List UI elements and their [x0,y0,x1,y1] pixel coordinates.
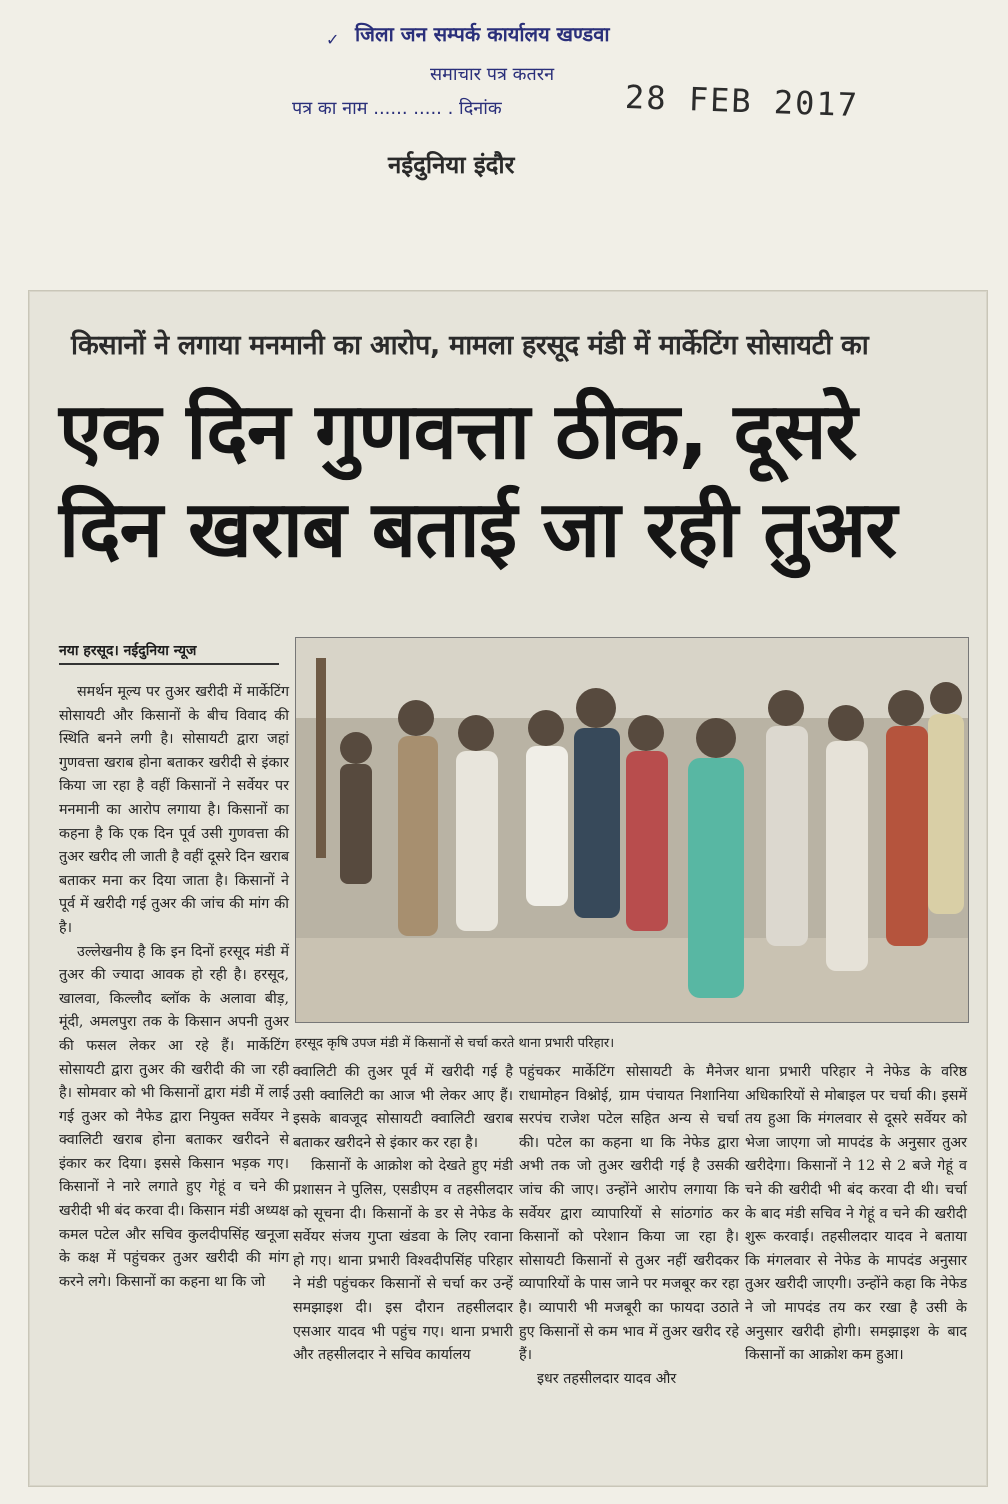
photo-caption: हरसूद कृषि उपज मंडी में किसानों से चर्चा करते थाना प्रभारी परिहार। [295,1036,615,1051]
article-kicker: किसानों ने लगाया मनमानी का आरोप, मामला हरसूद मंडी में मार्केटिंग सोसायटी का [71,330,869,361]
crowd-photo-illustration [296,638,968,1022]
paragraph: समर्थन मूल्य पर तुअर खरीदी में मार्केटिंग सोसायटी और किसानों के बीच विवाद की स्थिति बनने लगी है। सोसायटी द्वारा जहां गुणवत्ता खराब होना बताकर खरीदी से इंकार किया जा रहा है वहीं किसानों ने सर्वेयर पर मनमानी का आरोप लगाया है। किसानों का कहना है कि एक दिन पूर्व उसी गुणवत्ता की तुअर खरीद ली जाती है वहीं दूसरे दिन खराब बताकर मना कर दिया जाता है। किसानों ने पूर्व में खरीदी गई तुअर की जांच की मांग की है। [59,684,289,936]
paragraph: इधर तहसीलदार यादव और [537,1370,677,1387]
article-column-3 [519,1061,739,1391]
dateline: नया हरसूद। नईदुनिया न्यूज [59,641,279,665]
paragraph: क्वालिटी की तुअर पूर्व में खरीदी गई है उसी क्वालिटी का आज भी लेकर आए हैं। इसके बावजूद सोसायटी क्वालिटी खराब बताकर खरीदने से इंकार कर रहा है। [293,1064,513,1151]
headline-line-1: एक दिन गुणवत्ता ठीक, दूसरे [59,387,857,477]
news-photo [295,637,969,1023]
headline-line-2: दिन खराब बताई जा रही तुअर [59,485,897,575]
paragraph: उल्लेखनीय है कि इन दिनों हरसूद मंडी में तुअर की ज्यादा आवक हो रही है। हरसूद, खालवा, किल्लौद ब्लॉक के अलावा बीड़, मूंदी, अमलपुरा तक के किसान अपनी तुअर की फसल लेकर आ रहे हैं। मार्केटिंग सोसायटी द्वारा तुअर की खरीदी की जा रही है। सोमवार को भी किसानों द्वारा मंडी में लाई गई तुअर को नैफेड द्वारा नियुक्त सर्वेयर ने क्वालिटी खराब होना बताकर खरीदने से इंकार कर दिया। इससे किसान भड़क गए। किसानों ने नारे लगाते हुए गेहूं व चने की खरीदी भी बंद करवा दी। किसान मंडी अध्यक्ष कमल पटेल और सचिव कुलदीपसिंह खनूजा के कक्ष में पहुंचकर तुअर खरीदी की मांग करने लगे। किसानों का कहना था कि जो [59,943,289,1290]
article-column-2 [293,1061,513,1368]
paragraph: थाना प्रभारी परिहार ने नेफेड के वरिष्ठ अधिकारियों से मोबाइल पर चर्चा की। इसमें तय हुआ कि मंगलवार से दूसरे सर्वेयर को भेजा जाएगा जो मापदंड के अनुसार तुअर खरीदेगा। किसानों ने 12 से 2 बजे गेहूं व चने की खरीदी भी बंद करवा दी थी। चर्चा के बाद मंडी सचिव ने गेहूं व चने की खरीदी शुरू करवाई। तहसीलदार यादव ने बताया कि मंगलवार से नेफेड के मापदंड अनुसार तुअर खरीदी जाएगी। उन्होंने कहा कि नेफेड ने जो मापदंड तय कर रखा है उसी के अनुसार खरीदी होगी। समझाइश के बाद किसानों का आक्रोश कम हुआ। [745,1064,967,1364]
paper-name: नईदुनिया इंदौर [388,151,515,179]
article-column-1 [59,681,289,1294]
article-column-4 [745,1061,967,1368]
stamp-office: जिला जन सम्पर्क कार्यालय खण्डवा [355,22,610,46]
tick-mark: ✓ [326,30,340,49]
news-clipping [28,290,988,1487]
paragraph: किसानों के आक्रोश को देखते हुए मंडी प्रशासन ने पुलिस, एसडीएम व तहसीलदार को सूचना दी। किसानों के डर से नेफेड के सर्वेयर संजय गुप्ता खंडवा के लिए रवाना हो गए। थाना प्रभारी विश्वदीपसिंह परिहार ने मंडी पहुंचकर किसानों से चर्चा कर उन्हें समझाइश दी। इस दौरान तहसीलदार एसआर यादव भी पहुंच गए। थाना प्रभारी और तहसीलदार ने सचिव कार्यालय [293,1158,513,1364]
stamp-clipping-label: समाचार पत्र कतरन [430,64,555,85]
article-headline [59,383,969,579]
stamp-name-row: पत्र का नाम ...... ..... . दिनांक [292,98,502,119]
paragraph: पहुंचकर मार्केटिंग सोसायटी के मैनेजर राधामोहन विश्नोई, ग्राम पंचायत निशानिया सरपंच राजेश पटेल सहित अन्य से चर्चा की। पटेल का कहना था कि नेफेड द्वारा अभी तक जो तुअर खरीदी गई है उसकी जांच की जाए। उन्होंने आरोप लगाया कि सर्वेयर द्वारा व्यापारियों से सांठगांठ कर किसानों को परेशान किया जा रहा है। सोसायटी किसानों से तुअर नहीं खरीदकर व्यापारियों के पास जाने पर मजबूर कर रहा है। व्यापारी भी मजबूरी का फायदा उठाते हुए किसानों से कम भाव में तुअर खरीद रहे हैं। [519,1064,739,1364]
stamp-date: 28 FEB 2017 [624,77,860,125]
